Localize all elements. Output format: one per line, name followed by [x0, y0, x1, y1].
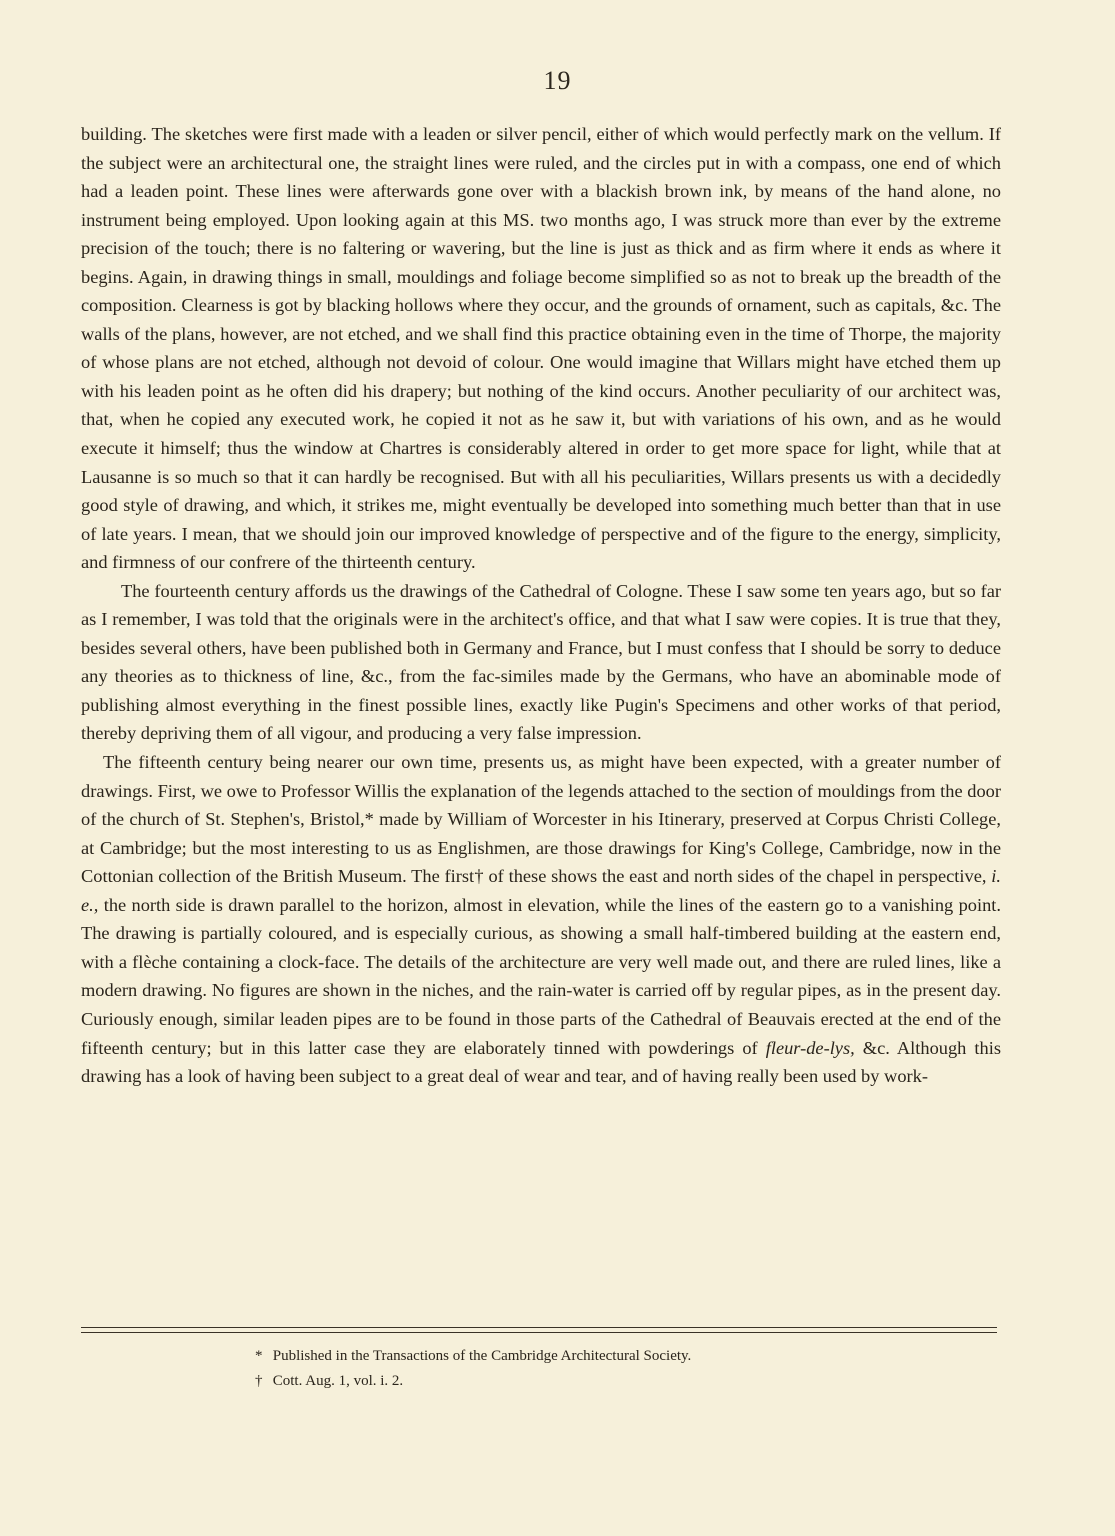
- paragraph-3-part-3: &c. Although this drawing has a look of having been subject to a great deal of wear and tear, and of having really been used by work-: [81, 1037, 1001, 1087]
- paragraph-3-italic-ie: i. e.,: [81, 866, 1001, 915]
- footnote-1-mark: *: [255, 1348, 263, 1364]
- footnote-1-text: Published in the Transactions of the Cambridge Architectural Society.: [272, 1348, 692, 1364]
- paragraph-3-part-1: The fifteenth century being nearer our own time, presents us, as might have been expected, with a greater number of drawings. First, we owe to Professor Willis the explanation of the legends attached to the section of mouldings from the door of the church of St. Stephen's, Bristol,* made by William of Worcester in his Itinerary, preserved at Corpus Christi College, at Cambridge; but the most interesting to us as Englishmen, are those drawings for King's College, Cambridge, now in the Cottonian collection of the British Museum. The first† of these shows the east and north sides of the chapel in perspective,: [81, 752, 1001, 887]
- footnote-2-mark: †: [255, 1373, 263, 1389]
- paragraph-1: building. The sketches were first made with a leaden or silver pencil, either of which would perfectly mark on the vellum. If the subject were an architectural one, the straight lines were ruled, and the circles put in with a compass, one end of which had a leaden point. These lines were afterwards gone over with a blackish brown ink, by means of the hand alone, no instrument being employed. Upon looking again at this MS. two months ago, I was struck more than ever by the extreme precision of the touch; there is no faltering or wavering, but the line is just as thick and as firm where it ends as where it begins. Again, in drawing things in small, mouldings and foliage become simplified so as not to break up the breadth of the composition. Clearness is got by blacking hollows where they occur, and the grounds of ornament, such as capitals, &c. The walls of the plans, however, are not etched, and we shall find this practice obtaining even in the time of Thorpe, the majority of whose plans are not etched, although not devoid of colour. One would imagine that Willars might have etched them up with his leaden point as he often did his drapery; but nothing of the kind occurs. Another peculiarity of our architect was, that, when he copied any executed work, he copied it not as he saw it, but with variations of his own, and as he would execute it himself; thus the window at Chartres is considerably altered in order to get more space for light, while that at Lausanne is so much so that it can hardly be recognised. But with all his peculiarities, Willars presents us with a decidedly good style of drawing, and which, it strikes me, might eventually be developed into something much better than that in use of late years. I mean, that we should join our improved knowledge of perspective and of the figure to the energy, simplicity, and firmness of our confrere of the thirteenth century.: [81, 124, 1001, 573]
- footnote-divider-thin: [81, 1332, 997, 1333]
- paragraph-3: [81, 748, 1001, 1091]
- footnote-2: [255, 1369, 955, 1394]
- footnote-2-text: Cott. Aug. 1, vol. i. 2.: [272, 1373, 404, 1389]
- page-number: 19: [543, 66, 572, 95]
- footnotes: [255, 1344, 955, 1394]
- paragraph-3-italic-fleur-de-lys: fleur-de-lys,: [765, 1037, 855, 1058]
- footnote-divider: [81, 1327, 997, 1328]
- footnote-1: [255, 1344, 955, 1369]
- paragraph-2: The fourteenth century affords us the drawings of the Cathedral of Cologne. These I saw some ten years ago, but so far as I remember, I was told that the originals were in the architect's office, and that what I saw were copies. It is true that they, besides several others, have been published both in Germany and France, but I must confess that I should be sorry to deduce any theories as to thickness of line, &c., from the fac-similes made by the Germans, who have an abominable mode of publishing almost everything in the finest possible lines, exactly like Pugin's Specimens and other works of that period, thereby depriving them of all vigour, and producing a very false impression.: [81, 580, 1001, 744]
- body-text: [81, 120, 1001, 1091]
- paragraph-3-part-2: the north side is drawn parallel to the horizon, almost in elevation, while the lines of the eastern go to a vanishing point. The drawing is partially coloured, and is especially curious, as showing a small half-timbered building at the eastern end, with a flèche containing a clock-face. The details of the architecture are very well made out, and there are ruled lines, like a modern drawing. No figures are shown in the niches, and the rain-water is carried off by regular pipes, as in the present day. Curiously enough, similar leaden pipes are to be found in those parts of the Cathedral of Beauvais erected at the end of the fifteenth century; but in this latter case they are elaborately tinned with powderings of: [81, 894, 1001, 1058]
